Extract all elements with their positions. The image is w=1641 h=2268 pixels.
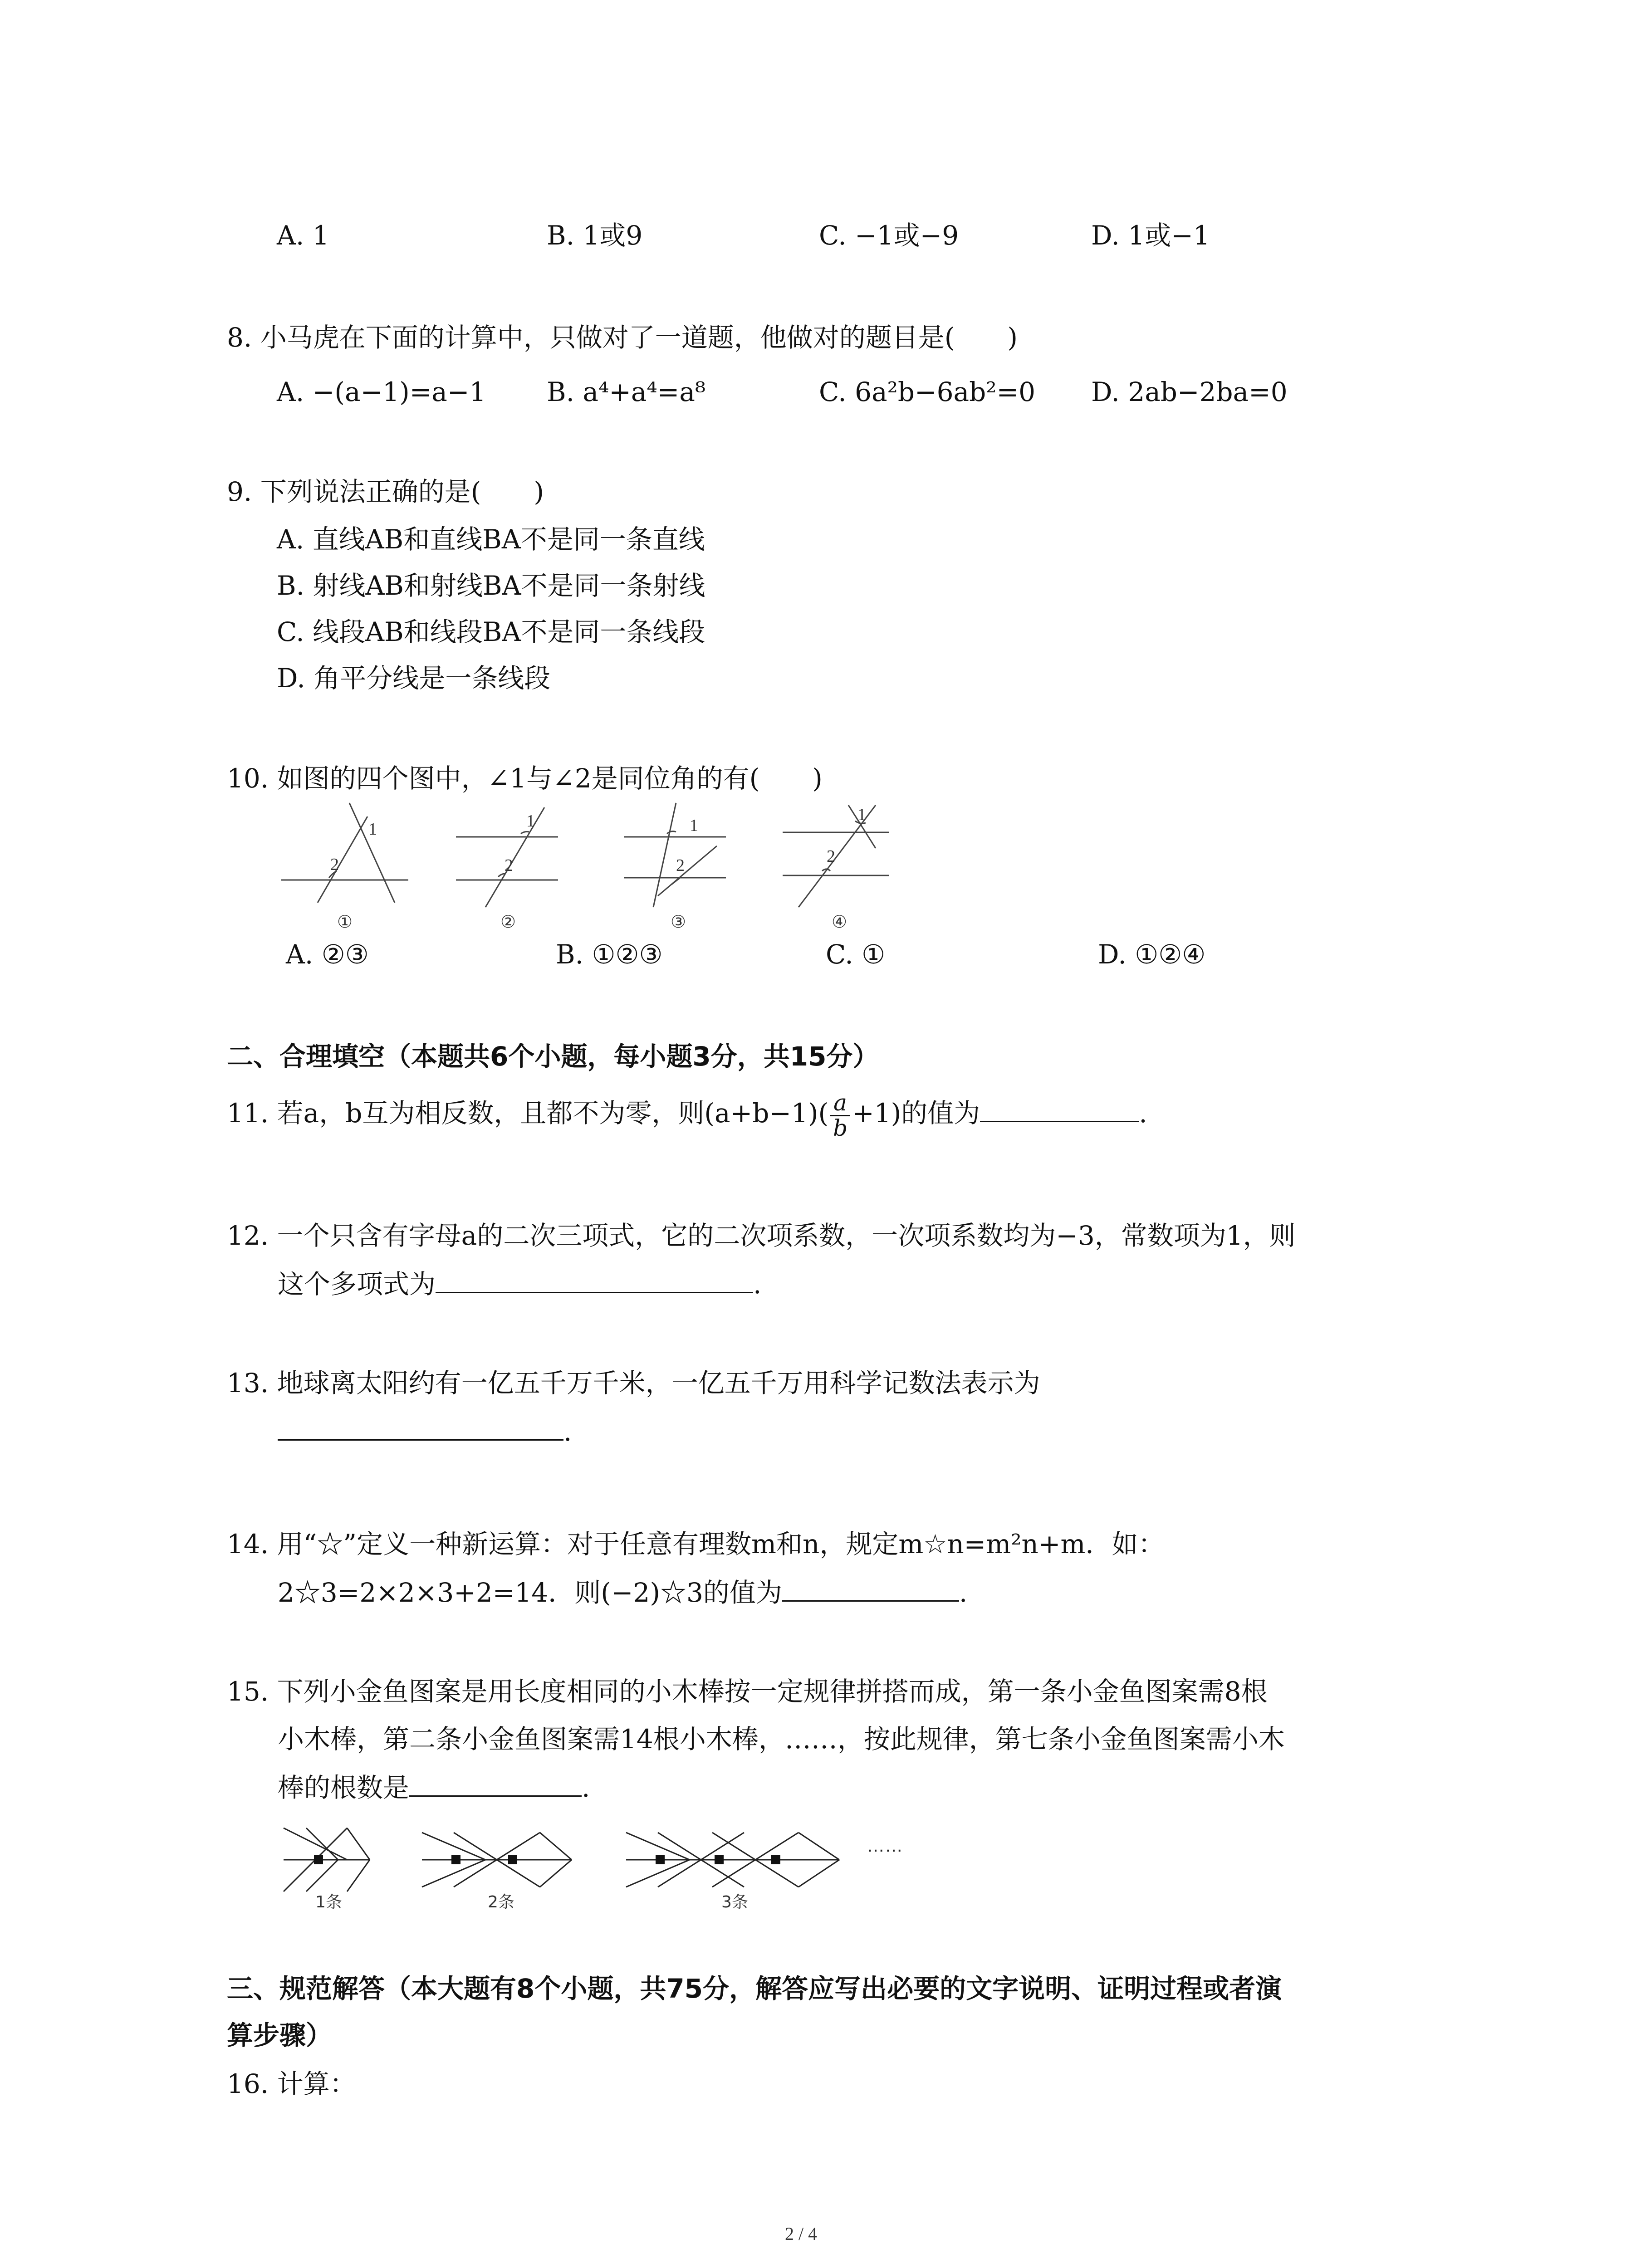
q11 — [227, 1091, 1147, 1140]
q10-stem: 10. 如图的四个图中，∠1与∠2是同位角的有( ) — [227, 763, 823, 794]
q11-post: +1)的值为 — [852, 1098, 980, 1129]
q11-frac-num: a — [830, 1091, 850, 1116]
q10-fig1-angle1: 1 — [368, 820, 377, 839]
q9-option-c: C. 线段AB和线段BA不是同一条线段 — [277, 616, 705, 647]
q15-fish-2 — [422, 1833, 572, 1887]
q9-option-d: D. 角平分线是一条线段 — [277, 663, 551, 694]
q10-fig-3 — [624, 803, 726, 907]
q10-option-d: D. ①②④ — [1098, 939, 1206, 970]
q10-fig-4 — [783, 805, 889, 907]
q10-fig4-angle2: 2 — [827, 847, 835, 866]
q16-stem: 16. 计算： — [227, 2068, 356, 2099]
q8-option-b: B. a⁴+a⁴=a⁸ — [547, 376, 706, 407]
q10-fig3-angle2: 2 — [676, 856, 685, 875]
q10-fig1-angle2: 2 — [330, 855, 339, 874]
q7-option-b: B. 1或9 — [547, 220, 643, 251]
section-3-title-line2: 算步骤） — [227, 2020, 333, 2051]
q7-option-c: C. −1或−9 — [819, 220, 959, 251]
q15-line1: 15. 下列小金鱼图案是用长度相同的小木棒按一定规律拼搭而成，第一条小金鱼图案需8根 — [227, 1676, 1268, 1707]
q14-answer-blank[interactable] — [782, 1579, 959, 1602]
q8-option-a: A. −(a−1)=a−1 — [277, 376, 486, 407]
q12-answer-blank[interactable] — [436, 1270, 753, 1293]
q8-stem: 8. 小马虎在下面的计算中，只做对了一道题，他做对的题目是( ) — [227, 322, 1018, 353]
q13-line2-wrap — [278, 1418, 572, 1445]
q10-fig2-angle1: 1 — [526, 811, 535, 831]
q14-line1: 14. 用“☆”定义一种新运算：对于任意有理数m和n，规定m☆n=m²n+m．如： — [227, 1529, 1165, 1559]
q10-option-b: B. ①②③ — [556, 939, 663, 970]
section-2-title: 二、合理填空（本题共6个小题，每小题3分，共15分） — [227, 1041, 879, 1072]
q9-option-a: A. 直线AB和直线BA不是同一条直线 — [277, 524, 705, 555]
q13-line1: 13. 地球离太阳约有一亿五千万千米，一亿五千万用科学记数法表示为 — [227, 1368, 1040, 1398]
q15-line2: 小木棒，第二条小金鱼图案需14根小木棒，……，按此规律，第七条小金鱼图案需小木 — [278, 1724, 1285, 1755]
q13-end: . — [563, 1416, 572, 1447]
q7-option-d: D. 1或−1 — [1091, 220, 1210, 251]
q14-end: . — [959, 1577, 968, 1608]
q15-fig-label-1: 1条 — [315, 1893, 342, 1911]
q12-line2-wrap — [278, 1269, 762, 1300]
q12-line2: 这个多项式为 — [278, 1269, 436, 1300]
q13-answer-blank[interactable] — [278, 1418, 563, 1441]
q8-option-c: C. 6a²b−6ab²=0 — [819, 376, 1035, 407]
q15-line3-wrap — [278, 1774, 590, 1801]
q10-fig3-angle1: 1 — [690, 816, 698, 835]
q10-fig-label-3: ③ — [670, 912, 686, 932]
q11-frac-den: b — [833, 1114, 848, 1141]
q11-end: . — [1139, 1098, 1147, 1129]
q12-line1: 12. 一个只含有字母a的二次三项式，它的二次项系数，一次项系数均为−3，常数项为1，则 — [227, 1220, 1296, 1251]
q15-fig-label-2: 2条 — [488, 1893, 514, 1911]
q11-pre: 11. 若a，b互为相反数，且都不为零，则(a+b−1)( — [227, 1098, 829, 1129]
q10-fig-1 — [281, 803, 408, 903]
q10-fig2-angle2: 2 — [505, 856, 513, 875]
q10-fig-label-1: ① — [337, 912, 353, 932]
q11-answer-blank[interactable] — [980, 1099, 1139, 1122]
q10-fig4-angle1: 1 — [857, 805, 866, 824]
q15-fish-1 — [284, 1828, 370, 1892]
q14-line2: 2☆3=2×2×3+2=14．则(−2)☆3的值为 — [278, 1577, 782, 1608]
q14-line2-wrap — [278, 1579, 967, 1606]
q10-option-a: A. ②③ — [286, 939, 369, 970]
q7-option-a: A. 1 — [277, 220, 329, 251]
q9-stem: 9. 下列说法正确的是( ) — [227, 476, 544, 507]
section-3-title-line1: 三、规范解答（本大题有8个小题，共75分，解答应写出必要的文字说明、证明过程或者演 — [227, 1973, 1282, 2004]
q15-line3: 棒的根数是 — [278, 1772, 410, 1803]
q10-fig-label-4: ④ — [831, 912, 847, 932]
q10-fig-label-2: ② — [500, 912, 516, 932]
q15-fig-label-3: 3条 — [721, 1893, 748, 1911]
q8-option-d: D. 2ab−2ba=0 — [1091, 376, 1288, 407]
q15-answer-blank[interactable] — [409, 1774, 582, 1797]
q15-end: . — [582, 1772, 590, 1803]
q9-option-b: B. 射线AB和射线BA不是同一条射线 — [277, 570, 705, 601]
q10-option-c: C. ① — [826, 939, 886, 970]
q15-fish-figure — [272, 1810, 930, 1914]
page-number: 2 / 4 — [785, 2224, 818, 2244]
q11-fraction — [830, 1091, 850, 1140]
q15-dots: …… — [867, 1836, 903, 1856]
q10-figure — [272, 798, 907, 934]
q12-end: . — [753, 1269, 762, 1300]
